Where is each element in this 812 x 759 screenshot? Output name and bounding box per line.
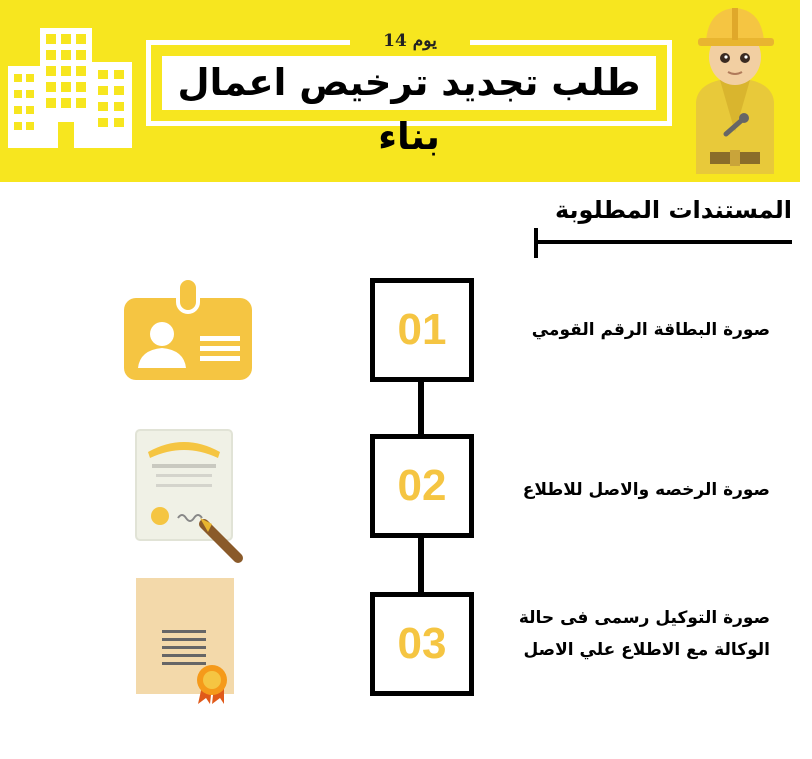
heading-underline-tick xyxy=(534,228,538,258)
step-number-01: 01 xyxy=(370,278,474,382)
step-text-03 xyxy=(490,602,770,666)
step-text-01: صورة البطاقة الرقم القومي xyxy=(531,320,770,340)
page-title: طلب تجديد ترخيص اعمال بناء xyxy=(177,61,641,158)
step-text-03-line1: صورة التوكيل رسمى فى حالة xyxy=(518,608,770,628)
certificate-icon xyxy=(134,428,244,564)
day-label: يوم 14 xyxy=(350,30,470,52)
construction-worker-icon xyxy=(690,2,780,174)
step-text-02: صورة الرخصه والاصل للاطلاع xyxy=(522,480,770,500)
id-card-icon xyxy=(122,276,254,382)
section-heading: المستندات المطلوبة xyxy=(554,196,792,224)
step-text-03-line2: الوكالة مع الاطلاع علي الاصل xyxy=(523,640,770,660)
building-icon xyxy=(6,22,136,152)
step-number-02: 02 xyxy=(370,434,474,538)
step-number-03: 03 xyxy=(370,592,474,696)
heading-underline xyxy=(536,240,792,244)
document-seal-icon xyxy=(134,576,238,706)
